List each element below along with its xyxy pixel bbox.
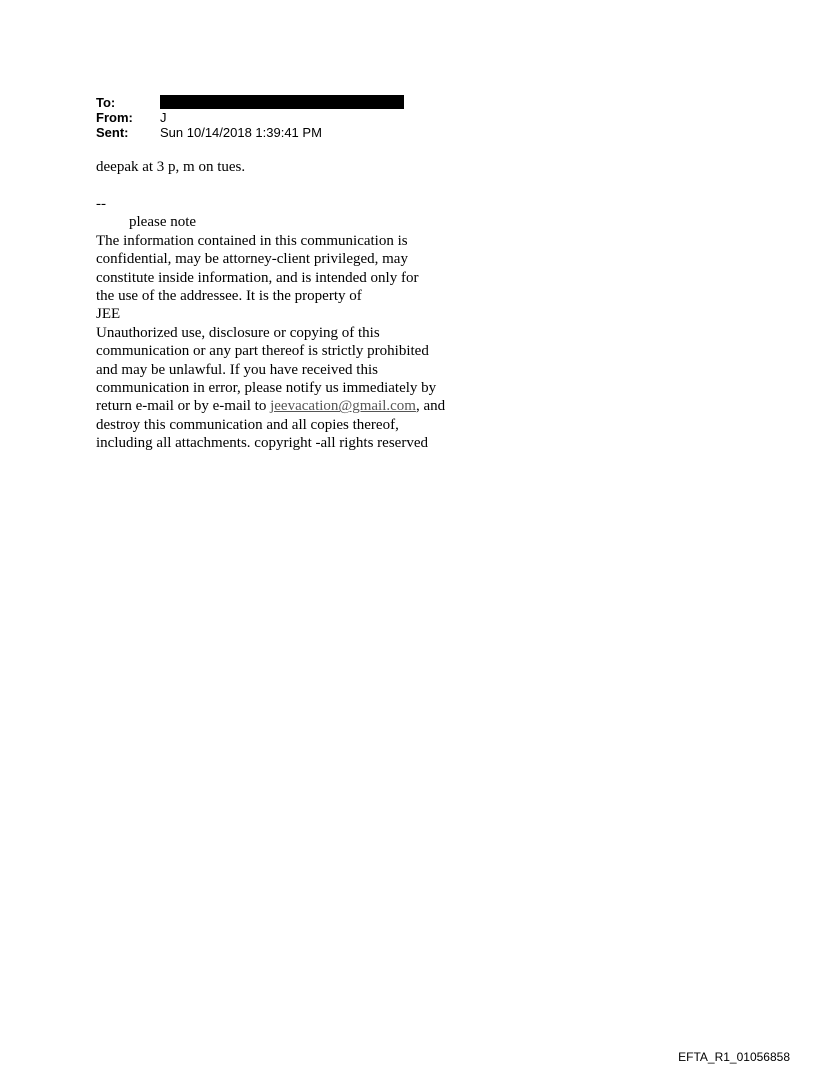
disclaimer-line-7: communication or any part thereof is strictly prohibited	[96, 343, 429, 360]
disclaimer-line-4: the use of the addressee. It is the property of	[96, 288, 362, 305]
disclaimer-line-9: communication in error, please notify us immediately by	[96, 380, 437, 397]
disclaimer-line-10	[96, 397, 445, 415]
redaction-block	[160, 95, 404, 109]
disclaimer-line-5: JEE	[96, 306, 121, 323]
sent-label: Sent:	[96, 125, 129, 140]
sent-row	[96, 125, 404, 140]
disclaimer-line-10-before: return e-mail or by e-mail to	[96, 398, 271, 415]
disclaimer-line-1: The information contained in this communication is	[96, 232, 408, 249]
to-row	[96, 95, 404, 110]
disclaimer-line-2: confidential, may be attorney-client privileged, may	[96, 251, 408, 268]
please-note: please note	[129, 214, 197, 231]
email-link[interactable]: jeevacation@gmail.com	[270, 398, 416, 415]
from-label: From:	[96, 110, 133, 125]
document-id: EFTA_R1_01056858	[678, 1050, 790, 1064]
signature-block	[96, 195, 445, 453]
to-label: To:	[96, 95, 116, 110]
sent-value: Sun 10/14/2018 1:39:41 PM	[160, 125, 322, 140]
signature-separator: --	[96, 196, 106, 212]
disclaimer-line-6: Unauthorized use, disclosure or copying of this	[96, 324, 380, 341]
from-row	[96, 110, 404, 125]
message-body: deepak at 3 p, m on tues.	[96, 159, 246, 175]
disclaimer-line-10-after: , and	[415, 398, 446, 415]
to-value	[160, 94, 404, 112]
from-value: J	[160, 110, 167, 125]
disclaimer-line-8: and may be unlawful. If you have received this	[96, 361, 378, 378]
disclaimer-line-11: destroy this communication and all copies thereof,	[96, 416, 399, 433]
email-header	[96, 95, 404, 140]
disclaimer-line-3: constitute inside information, and is intended only for	[96, 269, 419, 286]
disclaimer-line-12: including all attachments. copyright -all rights reserved	[96, 435, 428, 452]
